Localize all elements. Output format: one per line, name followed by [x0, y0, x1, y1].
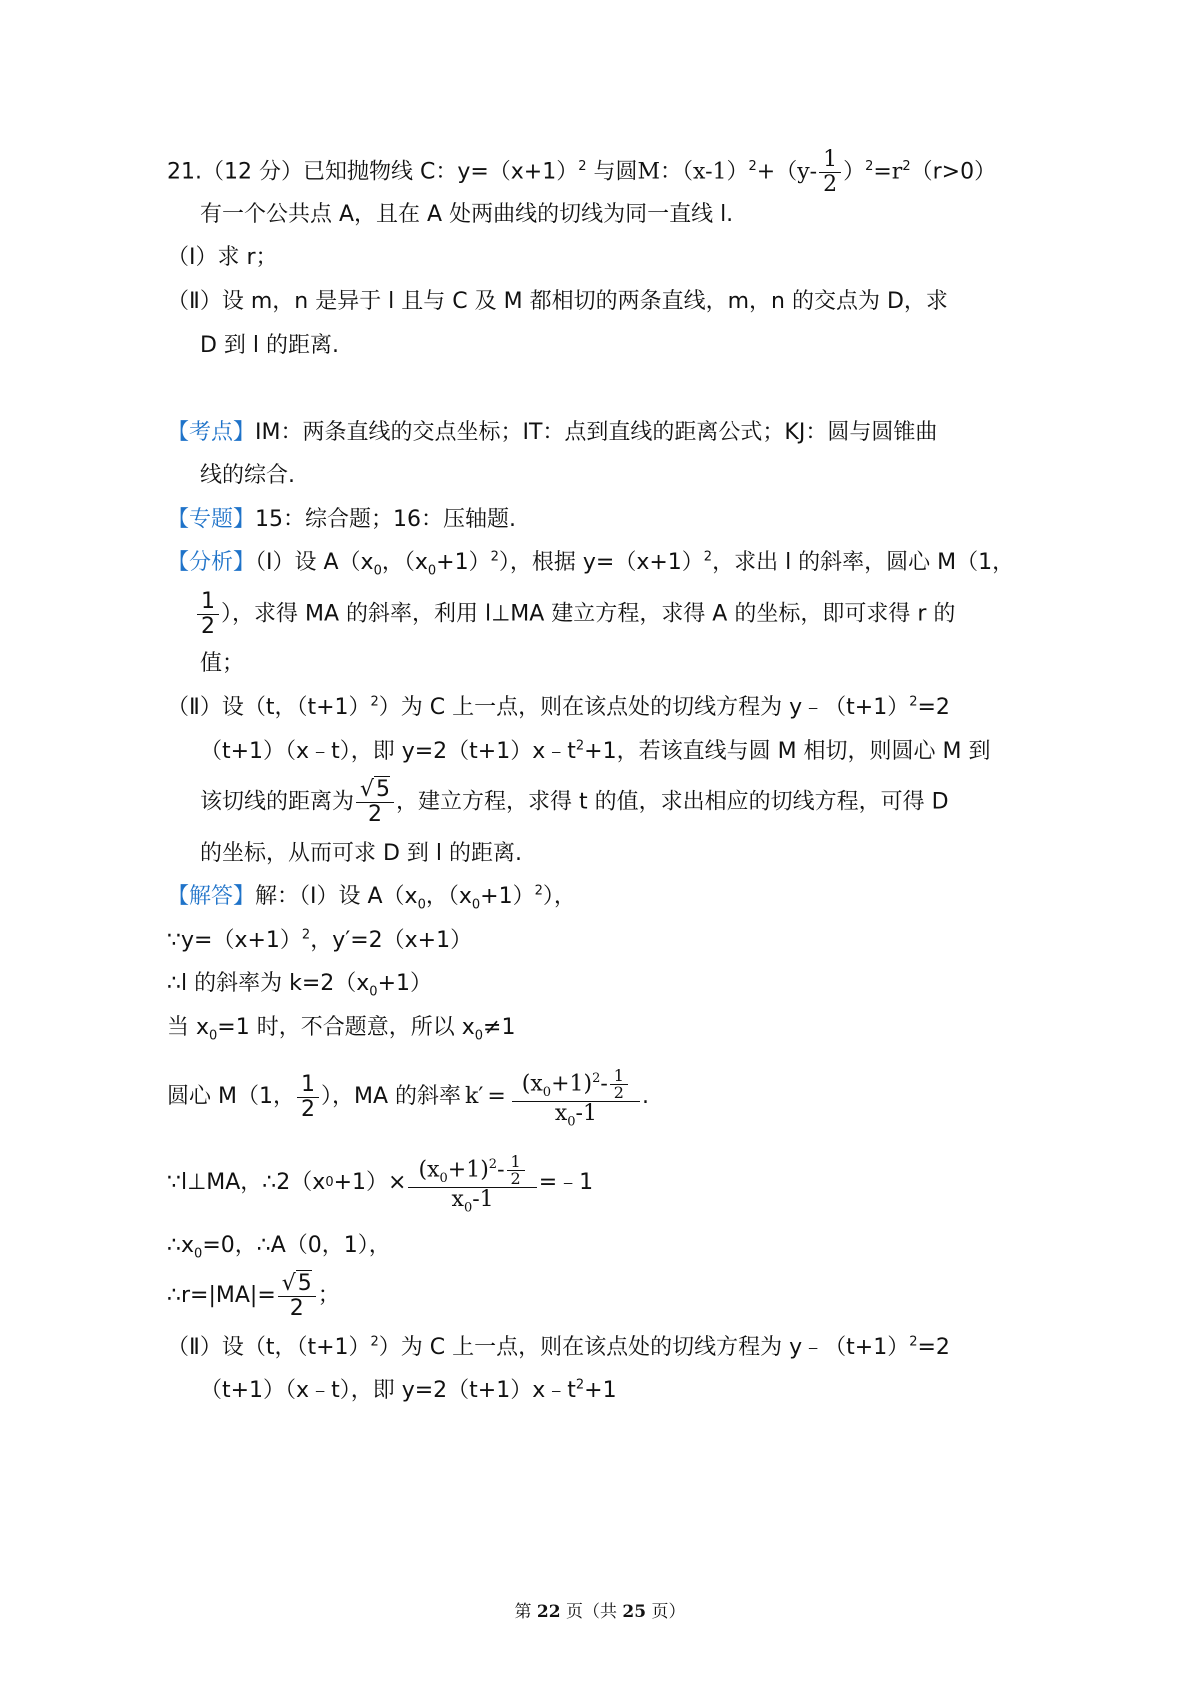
fraction-half	[819, 148, 841, 197]
subscript: 0	[209, 1028, 218, 1044]
footer-text: 第	[514, 1602, 537, 1622]
circle-equation: +（y-	[756, 159, 818, 185]
fraction-denominator: 2	[201, 614, 215, 639]
jieda-line-4	[167, 1014, 515, 1042]
footer-text: 页）	[646, 1602, 686, 1622]
fraction-numerator: 1	[507, 1154, 525, 1171]
jieda-text: ≠1	[483, 1015, 516, 1040]
jieda-text: （Ⅱ）设（t，（t+1）	[167, 1335, 371, 1360]
jieda-part-2-line-1	[167, 1334, 950, 1362]
jieda-line-7	[167, 1232, 391, 1260]
fraction-half	[610, 1068, 628, 1101]
jieda-text: =0，∴A（0，1），	[202, 1233, 391, 1258]
fenxi-part-2-line-2	[200, 738, 991, 766]
fraction-denominator: 2	[289, 1295, 304, 1321]
problem-text: 21.（12 分）已知抛物线 C：y=（x+1）	[167, 159, 579, 185]
superscript: 2	[370, 694, 379, 710]
subscript: 0	[567, 1114, 576, 1130]
kaodian-tag: 【考点】	[167, 420, 256, 445]
fraction-numerator: 1	[819, 148, 841, 173]
math-text: -1	[575, 1101, 597, 1126]
superscript: 2	[748, 159, 757, 175]
jieda-text: 圆心 M（1，	[167, 1084, 295, 1109]
superscript: 2	[575, 738, 585, 754]
math-text: -	[600, 1071, 608, 1097]
jieda-text: ，y′=2（x+1）	[310, 928, 473, 953]
page-number: 22	[536, 1602, 561, 1622]
footer-text: 页（共	[560, 1602, 623, 1622]
problem-line-1	[167, 148, 996, 197]
kaodian-line-1	[167, 419, 937, 447]
jieda-line-1	[167, 883, 576, 911]
fenxi-text: 该切线的距离为	[200, 789, 355, 815]
fenxi-text: ，（x	[381, 550, 428, 575]
zhuanti-text: 15：综合题；16：压轴题.	[255, 507, 516, 532]
subscript: 0	[474, 1028, 484, 1044]
jieda-text: =1 时，不合题意，所以 x	[217, 1015, 475, 1040]
problem-line-2: 有一个公共点 A，且在 A 处两曲线的切线为同一直线 l.	[200, 202, 734, 227]
jieda-text: ∵y=（x+1）	[167, 928, 302, 953]
fraction-numerator: √5	[278, 1272, 316, 1297]
subscript: 0	[369, 984, 378, 1000]
jieda-line-3	[167, 970, 432, 998]
subscript: 0	[542, 1084, 552, 1100]
subscript: 0	[471, 897, 481, 913]
fraction-denominator: 2	[613, 1083, 624, 1102]
fenxi-text: =2	[917, 695, 950, 720]
math-text: x	[451, 1187, 464, 1212]
jieda-line-8	[167, 1268, 340, 1324]
fenxi-text: +1）	[436, 550, 491, 575]
math-text: -1	[472, 1187, 494, 1212]
fraction-sqrt5-over-2	[278, 1272, 316, 1321]
superscript: 2	[909, 694, 918, 710]
jieda-text: （t+1）（x﹣t），即 y=2（t+1）x﹣t	[200, 1378, 576, 1403]
subscript: 0	[439, 1170, 448, 1186]
fraction-denominator: 2	[823, 172, 838, 197]
subscript: 0	[463, 1200, 473, 1216]
jieda-text: +1）	[377, 971, 433, 996]
slope-fraction	[408, 1152, 536, 1216]
zhuanti-tag: 【专题】	[167, 507, 256, 532]
circle-equation: M：（x-1）	[637, 159, 749, 185]
fraction-denominator: 2	[510, 1169, 521, 1188]
problem-part-2: （Ⅱ）设 m，n 是异于 l 且与 C 及 M 都相切的两条直线，m，n 的交点为 D，求	[167, 289, 948, 314]
jieda-tag: 【解答】	[167, 884, 256, 909]
jieda-text: ∴x	[167, 1233, 195, 1258]
fraction-denominator	[408, 1187, 536, 1216]
math-text: +1)	[551, 1071, 593, 1097]
zhuanti-line	[167, 506, 516, 534]
superscript: 2	[578, 159, 587, 175]
math-text: -	[497, 1157, 505, 1183]
jieda-text: ）为 C 上一点，则在该点处的切线方程为 y﹣（t+1）	[378, 1335, 910, 1360]
jieda-text: ∴l 的斜率为 k=2（x	[167, 971, 370, 996]
jieda-text: +1	[584, 1378, 617, 1403]
radicand: 5	[297, 1270, 312, 1296]
equals-sign: =	[487, 1084, 506, 1109]
fenxi-part-2-line-4: 的坐标，从而可求 D 到 l 的距离.	[200, 841, 523, 866]
subscript: 0	[427, 563, 437, 579]
kaodian-text: IM：两条直线的交点坐标；IT：点到直线的距离公式；KJ：圆与圆锥曲	[255, 420, 938, 445]
fraction-numerator	[512, 1068, 640, 1102]
subscript: 0	[194, 1246, 203, 1262]
problem-text: （r>0）	[910, 159, 997, 185]
superscript: 2	[703, 549, 713, 565]
superscript: 2	[902, 159, 911, 175]
radicand: 5	[376, 777, 391, 802]
jieda-text: ），	[542, 884, 576, 909]
fraction-denominator: 2	[368, 802, 383, 827]
math-text: (x	[418, 1157, 440, 1183]
superscript: 2	[909, 1334, 918, 1350]
fraction-half	[197, 590, 219, 639]
superscript: 2	[488, 1157, 498, 1173]
jieda-text: +1）	[480, 884, 535, 909]
fenxi-line-3: 值；	[200, 651, 245, 676]
circle-equation: =r	[873, 159, 903, 185]
fenxi-text: （t+1）（x﹣t），即 y=2（t+1）x﹣t	[200, 739, 576, 764]
fenxi-text: ），求得 MA 的斜率，利用 l⊥MA 建立方程，求得 A 的坐标，即可求得 r 的	[221, 601, 956, 627]
fraction-numerator: 1	[297, 1073, 319, 1098]
circle-equation: ）	[843, 159, 866, 185]
superscript: 2	[370, 1334, 379, 1350]
fenxi-text: +1，若该直线与圆 M 相切，则圆心 M 到	[584, 739, 991, 764]
fraction-numerator	[408, 1154, 536, 1188]
superscript: 2	[575, 1377, 585, 1393]
fenxi-text: ），根据 y=（x+1）	[498, 550, 704, 575]
jieda-text: ；	[317, 1283, 340, 1308]
slope-symbol: k′	[465, 1084, 484, 1109]
fraction-denominator	[512, 1101, 640, 1130]
jieda-text: +1）×	[333, 1170, 407, 1195]
problem-text: 与圆	[586, 159, 638, 185]
fenxi-part-2-line-3	[200, 778, 949, 832]
fenxi-line-2	[195, 590, 955, 642]
fenxi-text: ）为 C 上一点，则在该点处的切线方程为 y﹣（t+1）	[378, 695, 910, 720]
fraction-numerator: √5	[356, 778, 394, 803]
jieda-part-2-line-2	[200, 1377, 617, 1405]
fraction-numerator: 1	[610, 1068, 628, 1085]
jieda-text: ∵l⊥MA，∴2（x	[167, 1170, 326, 1195]
slope-fraction	[512, 1066, 640, 1130]
fenxi-text: ，建立方程，求得 t 的值，求出相应的切线方程，可得 D	[396, 789, 949, 815]
fenxi-text: （Ⅱ）设（t，（t+1）	[167, 695, 371, 720]
fenxi-text: ，求出 l 的斜率，圆心 M（1，	[712, 550, 1015, 575]
fraction-half	[297, 1073, 319, 1122]
jieda-text: ，（x	[425, 884, 472, 909]
fenxi-text: （Ⅰ）设 A（x	[255, 550, 374, 575]
fenxi-line-1	[167, 549, 1014, 577]
fraction-denominator: 2	[300, 1096, 315, 1122]
superscript: 2	[534, 883, 543, 899]
jieda-text: ∴r=|MA|=	[167, 1283, 276, 1308]
jieda-line-2	[167, 927, 472, 955]
jieda-text: =2	[917, 1335, 950, 1360]
kaodian-line-2: 线的综合.	[200, 463, 295, 488]
subscript: 0	[373, 563, 382, 579]
problem-part-1: （Ⅰ）求 r；	[167, 245, 278, 270]
total-pages: 25	[622, 1602, 647, 1622]
jieda-text: .	[641, 1084, 649, 1109]
jieda-line-5	[167, 1062, 649, 1132]
fraction-sqrt5-over-2	[356, 778, 394, 827]
fenxi-tag: 【分析】	[167, 550, 256, 575]
math-text: +1)	[447, 1157, 489, 1183]
jieda-text: 解：（Ⅰ）设 A（x	[255, 884, 418, 909]
superscript: 2	[301, 927, 311, 943]
math-text: x	[554, 1101, 568, 1126]
superscript: 2	[490, 549, 499, 565]
superscript: 2	[865, 159, 874, 175]
fenxi-part-2-line-1	[167, 694, 950, 722]
jieda-text: =﹣1	[538, 1170, 594, 1195]
problem-part-2-cont: D 到 l 的距离.	[200, 333, 340, 358]
superscript: 2	[592, 1071, 601, 1087]
jieda-text: 当 x	[167, 1015, 210, 1040]
fraction-half	[507, 1154, 525, 1187]
subscript: 0	[417, 897, 426, 913]
jieda-line-6: ∵l⊥MA，∴2（x 0 +1）× $(x_0+1)^2-$ $\frac{1}{2}$ $x_0-1$ =﹣1	[167, 1152, 594, 1216]
page-footer	[0, 1597, 1200, 1622]
math-text: (x	[521, 1071, 543, 1097]
jieda-text: ），MA 的斜率	[320, 1084, 462, 1109]
fraction-numerator: 1	[197, 590, 219, 615]
